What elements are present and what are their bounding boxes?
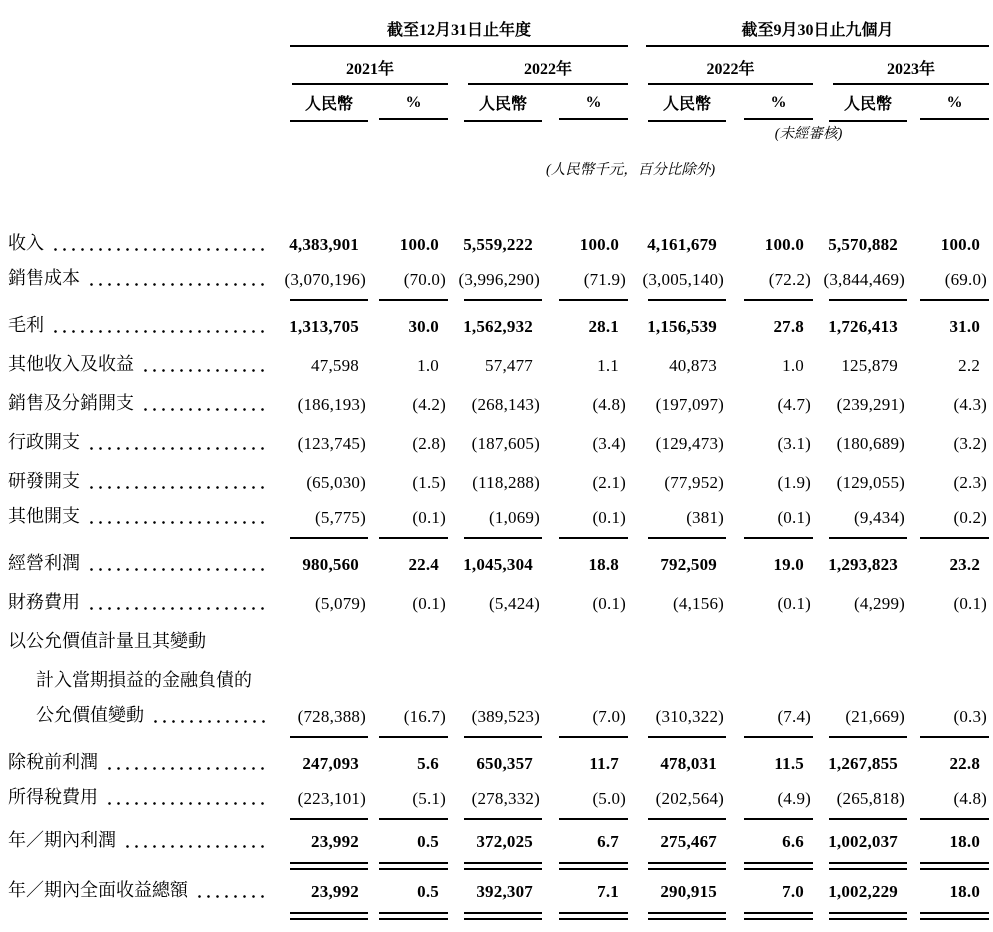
cell-value: 11.7 <box>589 754 620 773</box>
cell-value: (3,996,290) <box>448 264 542 307</box>
cell-value: (2.8) <box>412 434 446 453</box>
row-label: 經營利潤 <box>4 545 272 584</box>
cell-value: (278,332) <box>448 783 542 826</box>
cell-value: (4.3) <box>953 395 988 414</box>
cell-value: (21,669) <box>813 701 907 744</box>
table-row-fair-value-changes <box>4 701 989 744</box>
row-label: 財務費用 <box>4 584 272 623</box>
cell-value: 19.0 <box>773 555 805 574</box>
units-note-row <box>4 147 989 183</box>
period-group-nine-months <box>628 14 989 50</box>
cell-value: (202,564) <box>628 783 726 826</box>
percent-header: % <box>907 85 989 122</box>
cell-value: 22.4 <box>408 555 439 574</box>
cell-value: (4,299) <box>854 594 906 613</box>
currency-header: 人民幣 <box>813 85 907 122</box>
cell-value: 40,873 <box>669 356 718 375</box>
cell-value: (223,101) <box>272 783 368 826</box>
dot-leader <box>141 408 268 411</box>
year-2023-nine-months: 2023年 <box>813 50 989 85</box>
table-row-fair-value-line-1 <box>4 623 989 662</box>
cell-value: 392,307 <box>448 876 542 926</box>
cell-value: 18.0 <box>907 826 989 876</box>
dot-leader <box>87 521 268 524</box>
cell-value: 5,559,222 <box>463 235 533 254</box>
cell-value: 372,025 <box>448 826 542 876</box>
table-row-rd-expenses <box>4 463 989 502</box>
cell-value: (0.1) <box>368 502 448 545</box>
table-row-revenue <box>4 225 989 264</box>
cell-value: (0.1) <box>592 594 627 613</box>
cell-value: 100.0 <box>399 235 439 254</box>
unaudited-note-row <box>4 122 989 147</box>
cell-value: (5,079) <box>315 594 366 613</box>
cell-value: (0.2) <box>907 502 989 545</box>
cell-value: 6.7 <box>542 826 628 876</box>
cell-value: (7.0) <box>542 701 628 744</box>
cell-value: (381) <box>628 502 726 545</box>
cell-value: (123,745) <box>297 434 366 453</box>
cell-value: 1,267,855 <box>828 754 899 773</box>
cell-value: (187,605) <box>471 434 540 453</box>
cell-value: (1.9) <box>777 473 812 492</box>
cell-value: 0.5 <box>368 876 448 926</box>
cell-value: (265,818) <box>813 783 907 826</box>
cell-value: 4,161,679 <box>647 235 718 254</box>
cell-value: (4.2) <box>412 395 446 414</box>
cell-value: (3.4) <box>592 434 627 453</box>
cell-value: (5.0) <box>542 783 628 826</box>
cell-value: 5.6 <box>417 754 439 773</box>
cell-value: 2.2 <box>958 356 981 375</box>
cell-value: 7.1 <box>542 876 628 926</box>
currency-header: 人民幣 <box>272 85 368 122</box>
unaudited-note: (未經審核) <box>774 126 843 142</box>
cell-value: 1,313,705 <box>289 317 359 336</box>
row-label: 其他收入及收益 <box>4 346 272 385</box>
cell-value: 980,560 <box>302 555 359 574</box>
cell-value: 4,383,901 <box>289 235 359 254</box>
cell-value: 23.2 <box>949 555 981 574</box>
row-label: 其他開支 <box>4 502 272 545</box>
cell-value: (72.2) <box>726 264 813 307</box>
row-label: 行政開支 <box>4 424 272 463</box>
cell-value: 247,093 <box>302 754 359 773</box>
cell-value: (186,193) <box>297 395 366 414</box>
cell-value: (5,424) <box>489 594 540 613</box>
cell-value: (1.5) <box>412 473 446 492</box>
table-row-cost-of-sales <box>4 264 989 307</box>
cell-value: 57,477 <box>485 356 533 375</box>
row-label: 年／期內利潤 <box>4 826 272 876</box>
cell-value: 47,598 <box>311 356 359 375</box>
table-row-profit-for-period <box>4 826 989 876</box>
cell-value: 1,293,823 <box>828 555 899 574</box>
cell-value: (310,322) <box>628 701 726 744</box>
row-label: 銷售及分銷開支 <box>4 385 272 424</box>
cell-value: (70.0) <box>368 264 448 307</box>
cell-value: 27.8 <box>773 317 805 336</box>
cell-value: 1.1 <box>597 356 620 375</box>
cell-value: (1,069) <box>448 502 542 545</box>
table-row-other-expenses <box>4 502 989 545</box>
cell-value: (0.1) <box>412 594 446 613</box>
cell-value: (77,952) <box>664 473 725 492</box>
cell-value: (180,689) <box>836 434 906 453</box>
cell-value: 1,562,932 <box>463 317 533 336</box>
cell-value: 30.0 <box>408 317 439 336</box>
header-spacer <box>4 14 272 50</box>
cell-value: (129,055) <box>836 473 906 492</box>
dot-leader <box>87 283 268 286</box>
cell-value: 22.8 <box>949 754 981 773</box>
period-group-nine-months-title: 截至9月30日止九個月 <box>646 17 989 47</box>
cell-value: 1,156,539 <box>647 317 718 336</box>
cell-value: (4.9) <box>726 783 813 826</box>
row-label: 研發開支 <box>4 463 272 502</box>
cell-value: 275,467 <box>628 826 726 876</box>
cell-value: (3,844,469) <box>813 264 907 307</box>
financial-summary-table <box>4 14 989 926</box>
cell-value: 23,992 <box>272 876 368 926</box>
cell-value: (728,388) <box>272 701 368 744</box>
cell-value: 31.0 <box>949 317 981 336</box>
header-period-groups <box>4 14 989 50</box>
table-row-admin-expenses <box>4 424 989 463</box>
row-label: 年／期內全面收益總額 <box>4 876 272 926</box>
dot-leader <box>123 845 268 848</box>
dot-leader <box>105 767 268 770</box>
cell-value: (0.3) <box>907 701 989 744</box>
cell-value: (0.1) <box>542 502 628 545</box>
cell-value: (69.0) <box>907 264 989 307</box>
dot-leader <box>105 802 268 805</box>
dot-leader <box>87 568 268 571</box>
cell-value: 100.0 <box>579 235 620 254</box>
dot-leader <box>87 447 268 450</box>
cell-value: 1,002,229 <box>813 876 907 926</box>
table-row-finance-costs <box>4 584 989 623</box>
row-label: 除稅前利潤 <box>4 744 272 783</box>
period-group-annual-title: 截至12月31日止年度 <box>290 17 628 47</box>
cell-value: (2.1) <box>592 473 627 492</box>
cell-value: 478,031 <box>660 754 718 773</box>
cell-value: 28.1 <box>588 317 620 336</box>
table-row-income-tax <box>4 783 989 826</box>
row-label: 公允價值變動 <box>4 701 272 744</box>
cell-value: 18.0 <box>907 876 989 926</box>
dot-leader <box>151 720 268 723</box>
year-2021: 2021年 <box>272 50 448 85</box>
cell-value: (16.7) <box>368 701 448 744</box>
cell-value: (197,097) <box>655 395 725 414</box>
cell-value: 0.5 <box>368 826 448 876</box>
cell-value: (118,288) <box>472 473 540 492</box>
cell-value: (4.8) <box>907 783 989 826</box>
cell-value: 290,915 <box>628 876 726 926</box>
cell-value: (0.1) <box>726 502 813 545</box>
cell-value: 23,992 <box>272 826 368 876</box>
currency-header: 人民幣 <box>628 85 726 122</box>
row-label: 所得稅費用 <box>4 783 272 826</box>
currency-header: 人民幣 <box>448 85 542 122</box>
percent-header: % <box>368 85 448 122</box>
percent-header: % <box>726 85 813 122</box>
cell-value: (3,005,140) <box>628 264 726 307</box>
dot-leader <box>87 486 268 489</box>
header-years <box>4 50 989 85</box>
cell-value: (5,775) <box>272 502 368 545</box>
table-row-gross-profit <box>4 307 989 346</box>
cell-value: (5.1) <box>368 783 448 826</box>
units-note: (人民幣千元，百分比除外) <box>545 162 716 178</box>
cell-value: (239,291) <box>836 395 906 414</box>
table-row-selling-distribution <box>4 385 989 424</box>
row-label: 毛利 <box>4 307 272 346</box>
period-group-annual <box>272 14 628 50</box>
dot-leader <box>141 369 268 372</box>
percent-header: % <box>542 85 628 122</box>
cell-value: (4.7) <box>777 395 812 414</box>
cell-value: 100.0 <box>940 235 981 254</box>
cell-value: 6.6 <box>726 826 813 876</box>
cell-value: 125,879 <box>841 356 899 375</box>
table-row-other-income <box>4 346 989 385</box>
cell-value: (65,030) <box>306 473 366 492</box>
dot-leader <box>51 330 268 333</box>
cell-value: (2.3) <box>953 473 988 492</box>
row-label: 計入當期損益的金融負債的 <box>36 670 252 690</box>
spacer-row <box>4 183 989 225</box>
dot-leader <box>195 895 268 898</box>
cell-value: (3,070,196) <box>272 264 368 307</box>
cell-value: 1,045,304 <box>463 555 533 574</box>
table-row-total-comprehensive-income <box>4 876 989 926</box>
cell-value: 792,509 <box>660 555 718 574</box>
cell-value: (268,143) <box>471 395 540 414</box>
cell-value: 1,002,037 <box>813 826 907 876</box>
header-column-labels <box>4 85 989 122</box>
cell-value: 5,570,882 <box>828 235 899 254</box>
cell-value: (4.8) <box>592 395 627 414</box>
cell-value: (9,434) <box>813 502 907 545</box>
cell-value: 18.8 <box>588 555 620 574</box>
dot-leader <box>51 248 268 251</box>
year-2022-annual: 2022年 <box>448 50 628 85</box>
row-label: 收入 <box>4 225 272 264</box>
year-2022-nine-months: 2022年 <box>628 50 813 85</box>
cell-value: (0.1) <box>777 594 812 613</box>
cell-value: 1.0 <box>417 356 439 375</box>
cell-value: 1,726,413 <box>828 317 899 336</box>
cell-value: (4,156) <box>673 594 725 613</box>
table-row-profit-before-tax <box>4 744 989 783</box>
cell-value: 100.0 <box>764 235 805 254</box>
cell-value: (3.1) <box>777 434 812 453</box>
cell-value: (71.9) <box>542 264 628 307</box>
cell-value: (3.2) <box>953 434 988 453</box>
dot-leader <box>87 607 268 610</box>
cell-value: 11.5 <box>774 754 805 773</box>
cell-value: (0.1) <box>953 594 988 613</box>
row-label: 以公允價值計量且其變動 <box>8 631 206 651</box>
cell-value: (129,473) <box>655 434 725 453</box>
table-row-operating-profit <box>4 545 989 584</box>
cell-value: (7.4) <box>726 701 813 744</box>
row-label: 銷售成本 <box>4 264 272 307</box>
cell-value: (389,523) <box>448 701 542 744</box>
table-row-fair-value-line-2 <box>4 662 989 701</box>
cell-value: 7.0 <box>726 876 813 926</box>
cell-value: 1.0 <box>782 356 805 375</box>
cell-value: 650,357 <box>476 754 533 773</box>
